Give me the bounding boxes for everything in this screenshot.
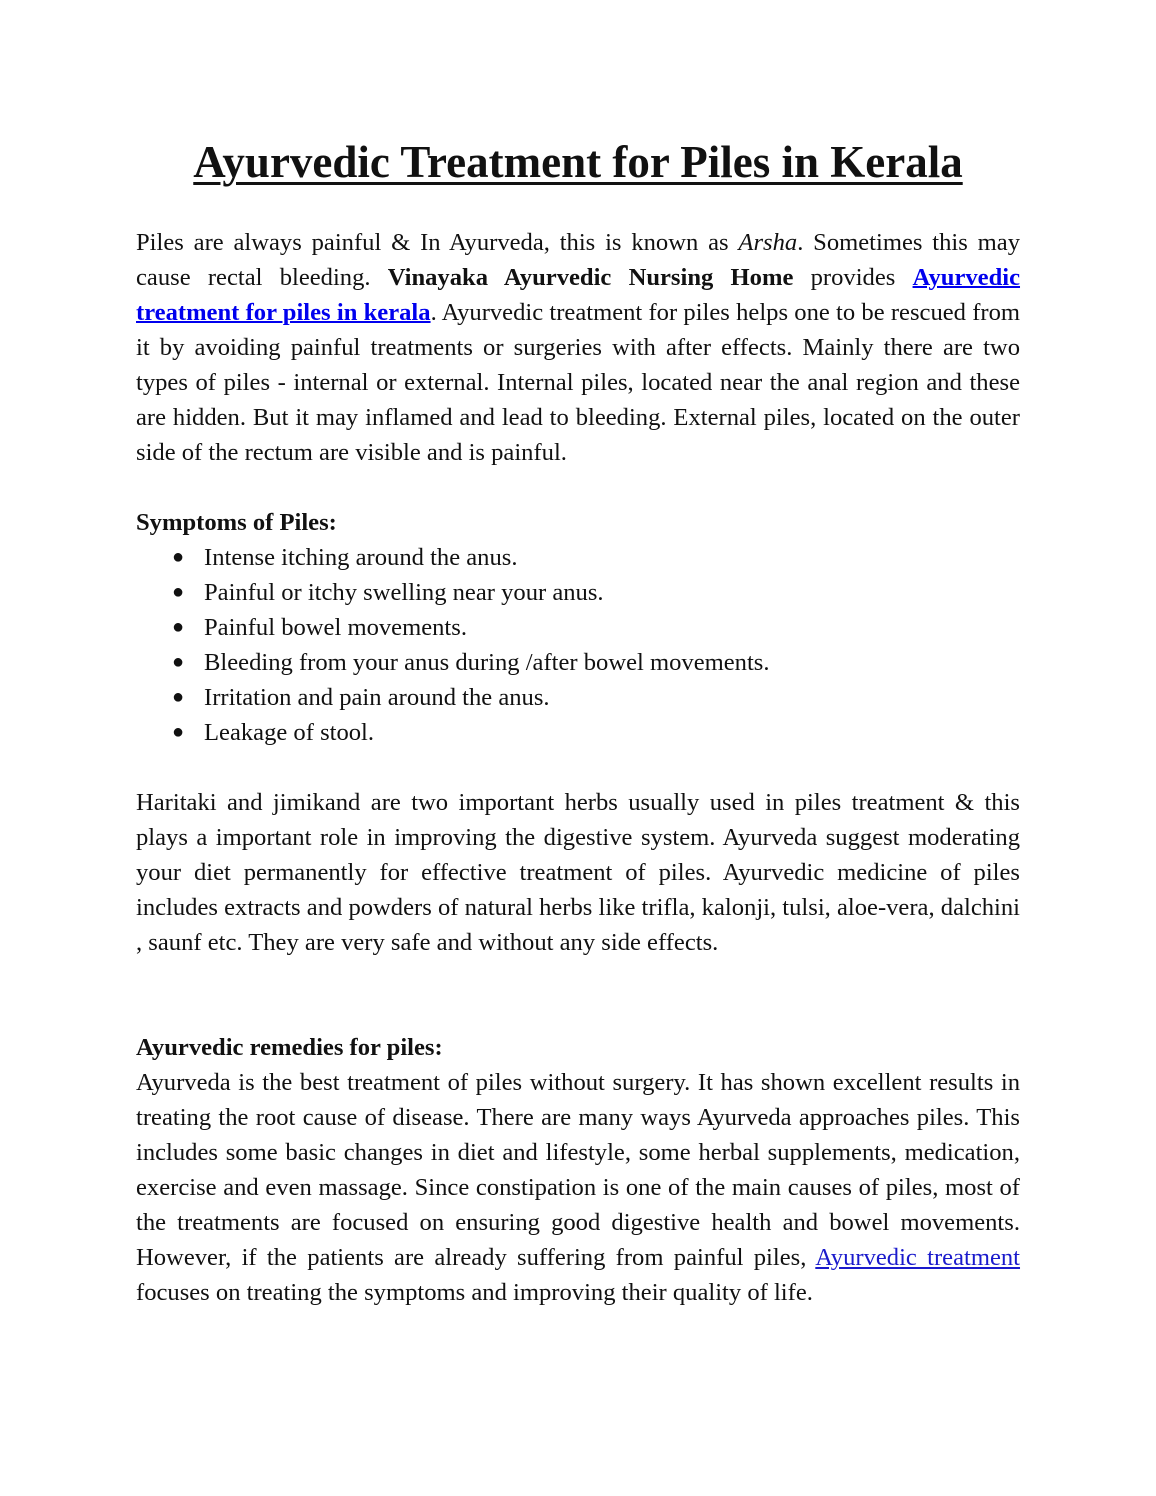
bullet-icon: ● (172, 616, 185, 638)
page-title: Ayurvedic Treatment for Piles in Kerala (193, 137, 963, 187)
intro-text-1: Piles are always painful & In Ayurveda, this is known as (136, 229, 739, 256)
list-item (136, 540, 770, 575)
ayurvedic-treatment-link[interactable]: Ayurvedic treatment (815, 1244, 1021, 1271)
remedies-text-1: Ayurveda is the best treatment of piles without surgery. It has shown excellent results in treating the root cause of disease. There are many ways Ayurveda approaches piles. This includes some basic changes in diet and lifestyle, some herbal supplements, medication, exercise and even massage. Since constipation is one of the main causes of piles, most of the treatments are focused on ensuring good digestive health and bowel movements. However, if the patients are already suffering from painful piles, (136, 1069, 1020, 1271)
list-item (136, 680, 770, 715)
bullet-icon: ● (172, 581, 185, 603)
intro-text-4: . Ayurvedic treatment for piles helps one to be rescued from it by avoiding painful treatments or surgeries with after effects. Mainly there are two types of piles - internal or external. Internal piles, located near the anal region and these are hidden. But it may inflamed and lead to bleeding. External piles, located on the outer side of the rectum are visible and is painful. (136, 299, 1021, 466)
herbs-paragraph: Haritaki and jimikand are two important herbs usually used in piles treatment & this plays a important role in improving the digestive system. Ayurveda suggest moderating your diet permanently for effective treatment of piles. Ayurvedic medicine of piles includes extracts and powders of natural herbs like trifla, kalonji, tulsi, aloe-vera, dalchini , saunf etc. They are very safe and without any side effects. (136, 789, 1020, 956)
list-item-text: Irritation and pain around the anus. (204, 684, 550, 711)
symptoms-heading: Symptoms of Piles: (136, 509, 337, 536)
organization-name: Vinayaka Ayurvedic Nursing Home (387, 264, 794, 291)
term-arsha: Arsha (738, 229, 798, 256)
list-item-text: Bleeding from your anus during /after bowel movements. (204, 649, 770, 676)
bullet-icon: ● (172, 546, 185, 568)
symptoms-list (136, 540, 770, 750)
list-item (136, 715, 770, 750)
remedies-paragraph (136, 1065, 1020, 1310)
bullet-icon: ● (172, 721, 185, 743)
intro-text-2: . Sometimes this may cause rectal bleeding. (136, 229, 1020, 291)
list-item-text: Intense itching around the anus. (204, 544, 518, 571)
remedies-text-2: focuses on treating the symptoms and improving their quality of life. (136, 1279, 813, 1306)
list-item-text: Painful or itchy swelling near your anus. (204, 579, 604, 606)
list-item (136, 610, 770, 645)
list-item (136, 645, 770, 680)
list-item-text: Painful bowel movements. (204, 614, 467, 641)
bullet-icon: ● (172, 686, 185, 708)
list-item (136, 575, 770, 610)
list-item-text: Leakage of stool. (204, 719, 375, 746)
remedies-heading: Ayurvedic remedies for piles: (136, 1034, 443, 1061)
kerala-piles-treatment-link[interactable]: Ayurvedic treatment for piles in kerala (136, 264, 1021, 326)
intro-paragraph (136, 225, 1020, 470)
intro-text-3: provides (793, 264, 913, 291)
bullet-icon: ● (172, 651, 185, 673)
